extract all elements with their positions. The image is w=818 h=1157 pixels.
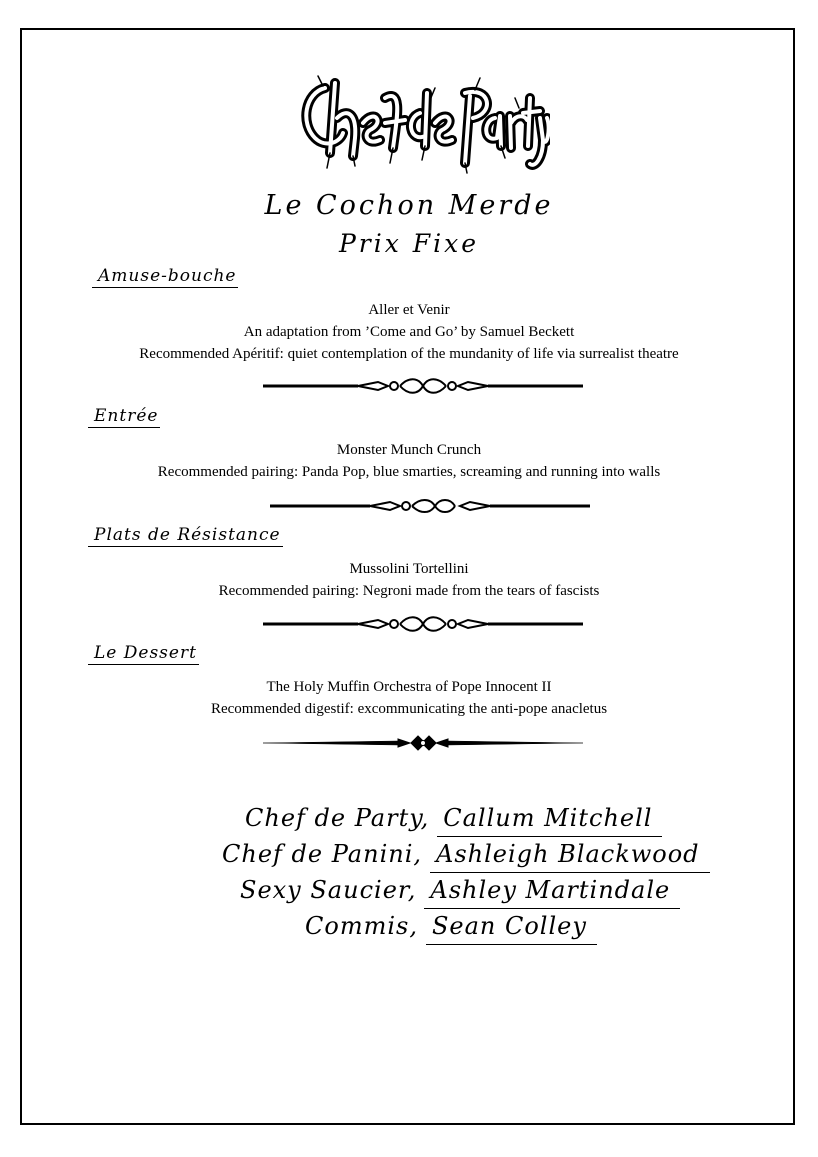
credit-name: Ashley Martindale <box>424 872 680 909</box>
credit-name: Sean Colley <box>426 908 597 945</box>
course-title: Aller et Venir <box>368 302 450 318</box>
chef-de-party-logo-icon <box>285 68 550 178</box>
course-pairing: Recommended Apéritif: quiet contemplation of the mundanity of life via surrealist theatre <box>139 346 679 362</box>
credit-role: Commis, <box>305 912 418 940</box>
course-pairing: Recommended pairing: Panda Pop, blue smarties, screaming and running into walls <box>157 464 661 480</box>
ornamental-divider-icon <box>265 495 595 517</box>
credit-role: Chef de Party, <box>245 804 430 832</box>
course-le-dessert <box>0 676 818 720</box>
credit-row <box>222 836 710 873</box>
menu-title: Prix Fixe <box>338 229 480 258</box>
credit-row <box>305 908 597 945</box>
restaurant-name: Le Cochon Merde <box>264 190 554 221</box>
course-title: Monster Munch Crunch <box>336 442 482 458</box>
ornamental-divider-icon <box>258 613 588 635</box>
course-pairing: Recommended pairing: Negroni made from the tears of fascists <box>218 583 600 599</box>
credit-name: Ashleigh Blackwood <box>430 836 710 873</box>
course-amuse-bouche <box>0 299 818 365</box>
course-entree <box>0 439 818 483</box>
course-title: Mussolini Tortellini <box>349 561 469 577</box>
credit-role: Sexy Saucier, <box>240 876 417 904</box>
ornamental-divider-icon <box>258 375 588 397</box>
credit-row <box>240 872 680 909</box>
section-heading-amuse-bouche: Amuse-bouche <box>92 266 238 288</box>
course-pairing: Recommended digestif: excommunicating the anti-pope anacletus <box>210 701 608 717</box>
section-heading-le-dessert: Le Dessert <box>88 643 199 665</box>
credit-role: Chef de Panini, <box>222 840 423 868</box>
ornamental-divider-icon <box>258 731 588 753</box>
course-title: The Holy Muffin Orchestra of Pope Innocent II <box>266 679 552 695</box>
course-description: An adaptation from ’Come and Go’ by Samuel Beckett <box>243 324 575 340</box>
credit-row <box>245 800 662 837</box>
section-heading-entree: Entrée <box>88 406 160 428</box>
course-plats-de-resistance <box>0 558 818 602</box>
credit-name: Callum Mitchell <box>437 800 662 837</box>
section-heading-plats-de-resistance: Plats de Résistance <box>88 525 283 547</box>
